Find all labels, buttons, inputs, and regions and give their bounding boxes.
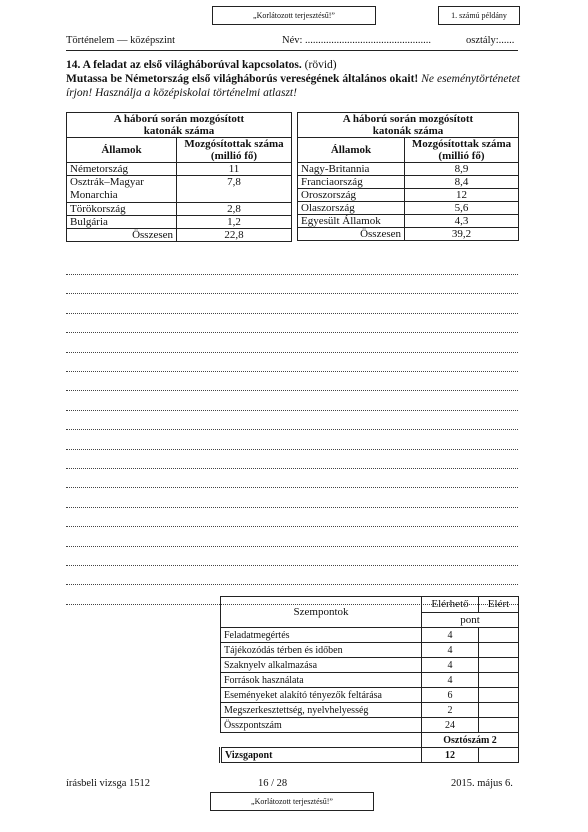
- table-row: Németország 11: [67, 163, 292, 176]
- criteria-header: Szempontok: [221, 597, 422, 628]
- table-heading: A háború során mozgósított katonák száma: [298, 113, 519, 138]
- answer-line[interactable]: [66, 507, 518, 508]
- exam-label: írásbeli vizsga 1512: [66, 778, 150, 789]
- mobilized-table-entente: [297, 112, 519, 241]
- answer-line[interactable]: [66, 429, 518, 430]
- header-divider: [66, 50, 518, 51]
- task-instruction: Mutassa be Németország első világháborús vereségének általános okait! Ne eseménytörténetet írjon! Használja a középiskolai történelmi atlaszt!: [66, 73, 520, 99]
- column-header-mobilized: Mozgósítottak száma (millió fő): [405, 138, 519, 163]
- achieved-points-input[interactable]: [479, 703, 519, 718]
- answer-line[interactable]: [66, 546, 518, 547]
- exam-date: 2015. május 6.: [451, 778, 513, 789]
- restricted-notice-bottom: „Korlátozott terjesztésű!”: [210, 792, 374, 811]
- achieved-points-input[interactable]: [479, 628, 519, 643]
- score-row: Források használata 4: [221, 673, 519, 688]
- score-row: Tájékozódás térben és időben 4: [221, 643, 519, 658]
- answer-line[interactable]: [66, 584, 518, 585]
- exam-points-row: Vizsgapont 12: [221, 748, 519, 763]
- achieved-points-input[interactable]: [479, 673, 519, 688]
- answer-line[interactable]: [66, 390, 518, 391]
- table-row: Nagy-Britannia 8,9: [298, 163, 519, 176]
- score-row: Feladatmegértés 4: [221, 628, 519, 643]
- achieved-points-input[interactable]: [479, 643, 519, 658]
- achieved-points-input[interactable]: [479, 718, 519, 733]
- table-row: Osztrák–Magyar Monarchia 7,8: [67, 176, 292, 203]
- answer-line[interactable]: [66, 410, 518, 411]
- answer-line[interactable]: [66, 293, 518, 294]
- score-row: Eseményeket alakító tényezők feltárása 6: [221, 688, 519, 703]
- answer-line[interactable]: [66, 352, 518, 353]
- table-row: Franciaország 8,4: [298, 176, 519, 189]
- divisor-row: Osztószám 2: [221, 733, 519, 748]
- table-heading: A háború során mozgósított katonák száma: [67, 113, 292, 138]
- page-number: 16 / 28: [258, 778, 288, 789]
- answer-line[interactable]: [66, 565, 518, 566]
- achieved-points-input[interactable]: [479, 658, 519, 673]
- answer-line[interactable]: [66, 526, 518, 527]
- answer-line[interactable]: [66, 468, 518, 469]
- score-row: Szaknyelv alkalmazása 4: [221, 658, 519, 673]
- name-field[interactable]: Név: ................................................: [282, 35, 432, 46]
- column-header-state: Államok: [298, 138, 405, 163]
- scoring-table: [219, 596, 519, 763]
- class-field[interactable]: osztály:......: [466, 35, 515, 46]
- table-row: Egyesült Államok 4,3: [298, 215, 519, 228]
- achieved-points-input[interactable]: [479, 688, 519, 703]
- exam-points-input[interactable]: [479, 748, 519, 763]
- subject-label: Történelem — középszint: [66, 35, 176, 46]
- achieved-header: Elért: [479, 597, 519, 613]
- mobilized-table-central-powers: [66, 112, 292, 242]
- copy-number-label: 1. számú példány: [438, 6, 520, 25]
- column-header-mobilized: Mozgósítottak száma (millió fő): [177, 138, 292, 163]
- column-header-state: Államok: [67, 138, 177, 163]
- answer-line[interactable]: [66, 274, 518, 275]
- task-block: [66, 58, 520, 100]
- answer-line[interactable]: [66, 332, 518, 333]
- answer-line[interactable]: [66, 371, 518, 372]
- answer-line[interactable]: [66, 487, 518, 488]
- table-row: Bulgária 1,2: [67, 216, 292, 229]
- total-row: Összesen 39,2: [298, 228, 519, 241]
- score-row: Megszerkesztettség, nyelvhelyesség 2: [221, 703, 519, 718]
- score-row: Összpontszám 24: [221, 718, 519, 733]
- table-row: Törökország 2,8: [67, 203, 292, 216]
- table-row: Oroszország 12: [298, 189, 519, 202]
- restricted-notice-top: „Korlátozott terjesztésű!”: [212, 6, 376, 25]
- achievable-header: Elérhető: [422, 597, 479, 613]
- task-title: 14. A feladat az első világháborúval kapcsolatos. (rövid): [66, 59, 337, 71]
- points-header: pont: [422, 612, 519, 628]
- table-row: Olaszország 5,6: [298, 202, 519, 215]
- answer-line[interactable]: [66, 313, 518, 314]
- total-row: Összesen 22,8: [67, 229, 292, 242]
- answer-line[interactable]: [66, 449, 518, 450]
